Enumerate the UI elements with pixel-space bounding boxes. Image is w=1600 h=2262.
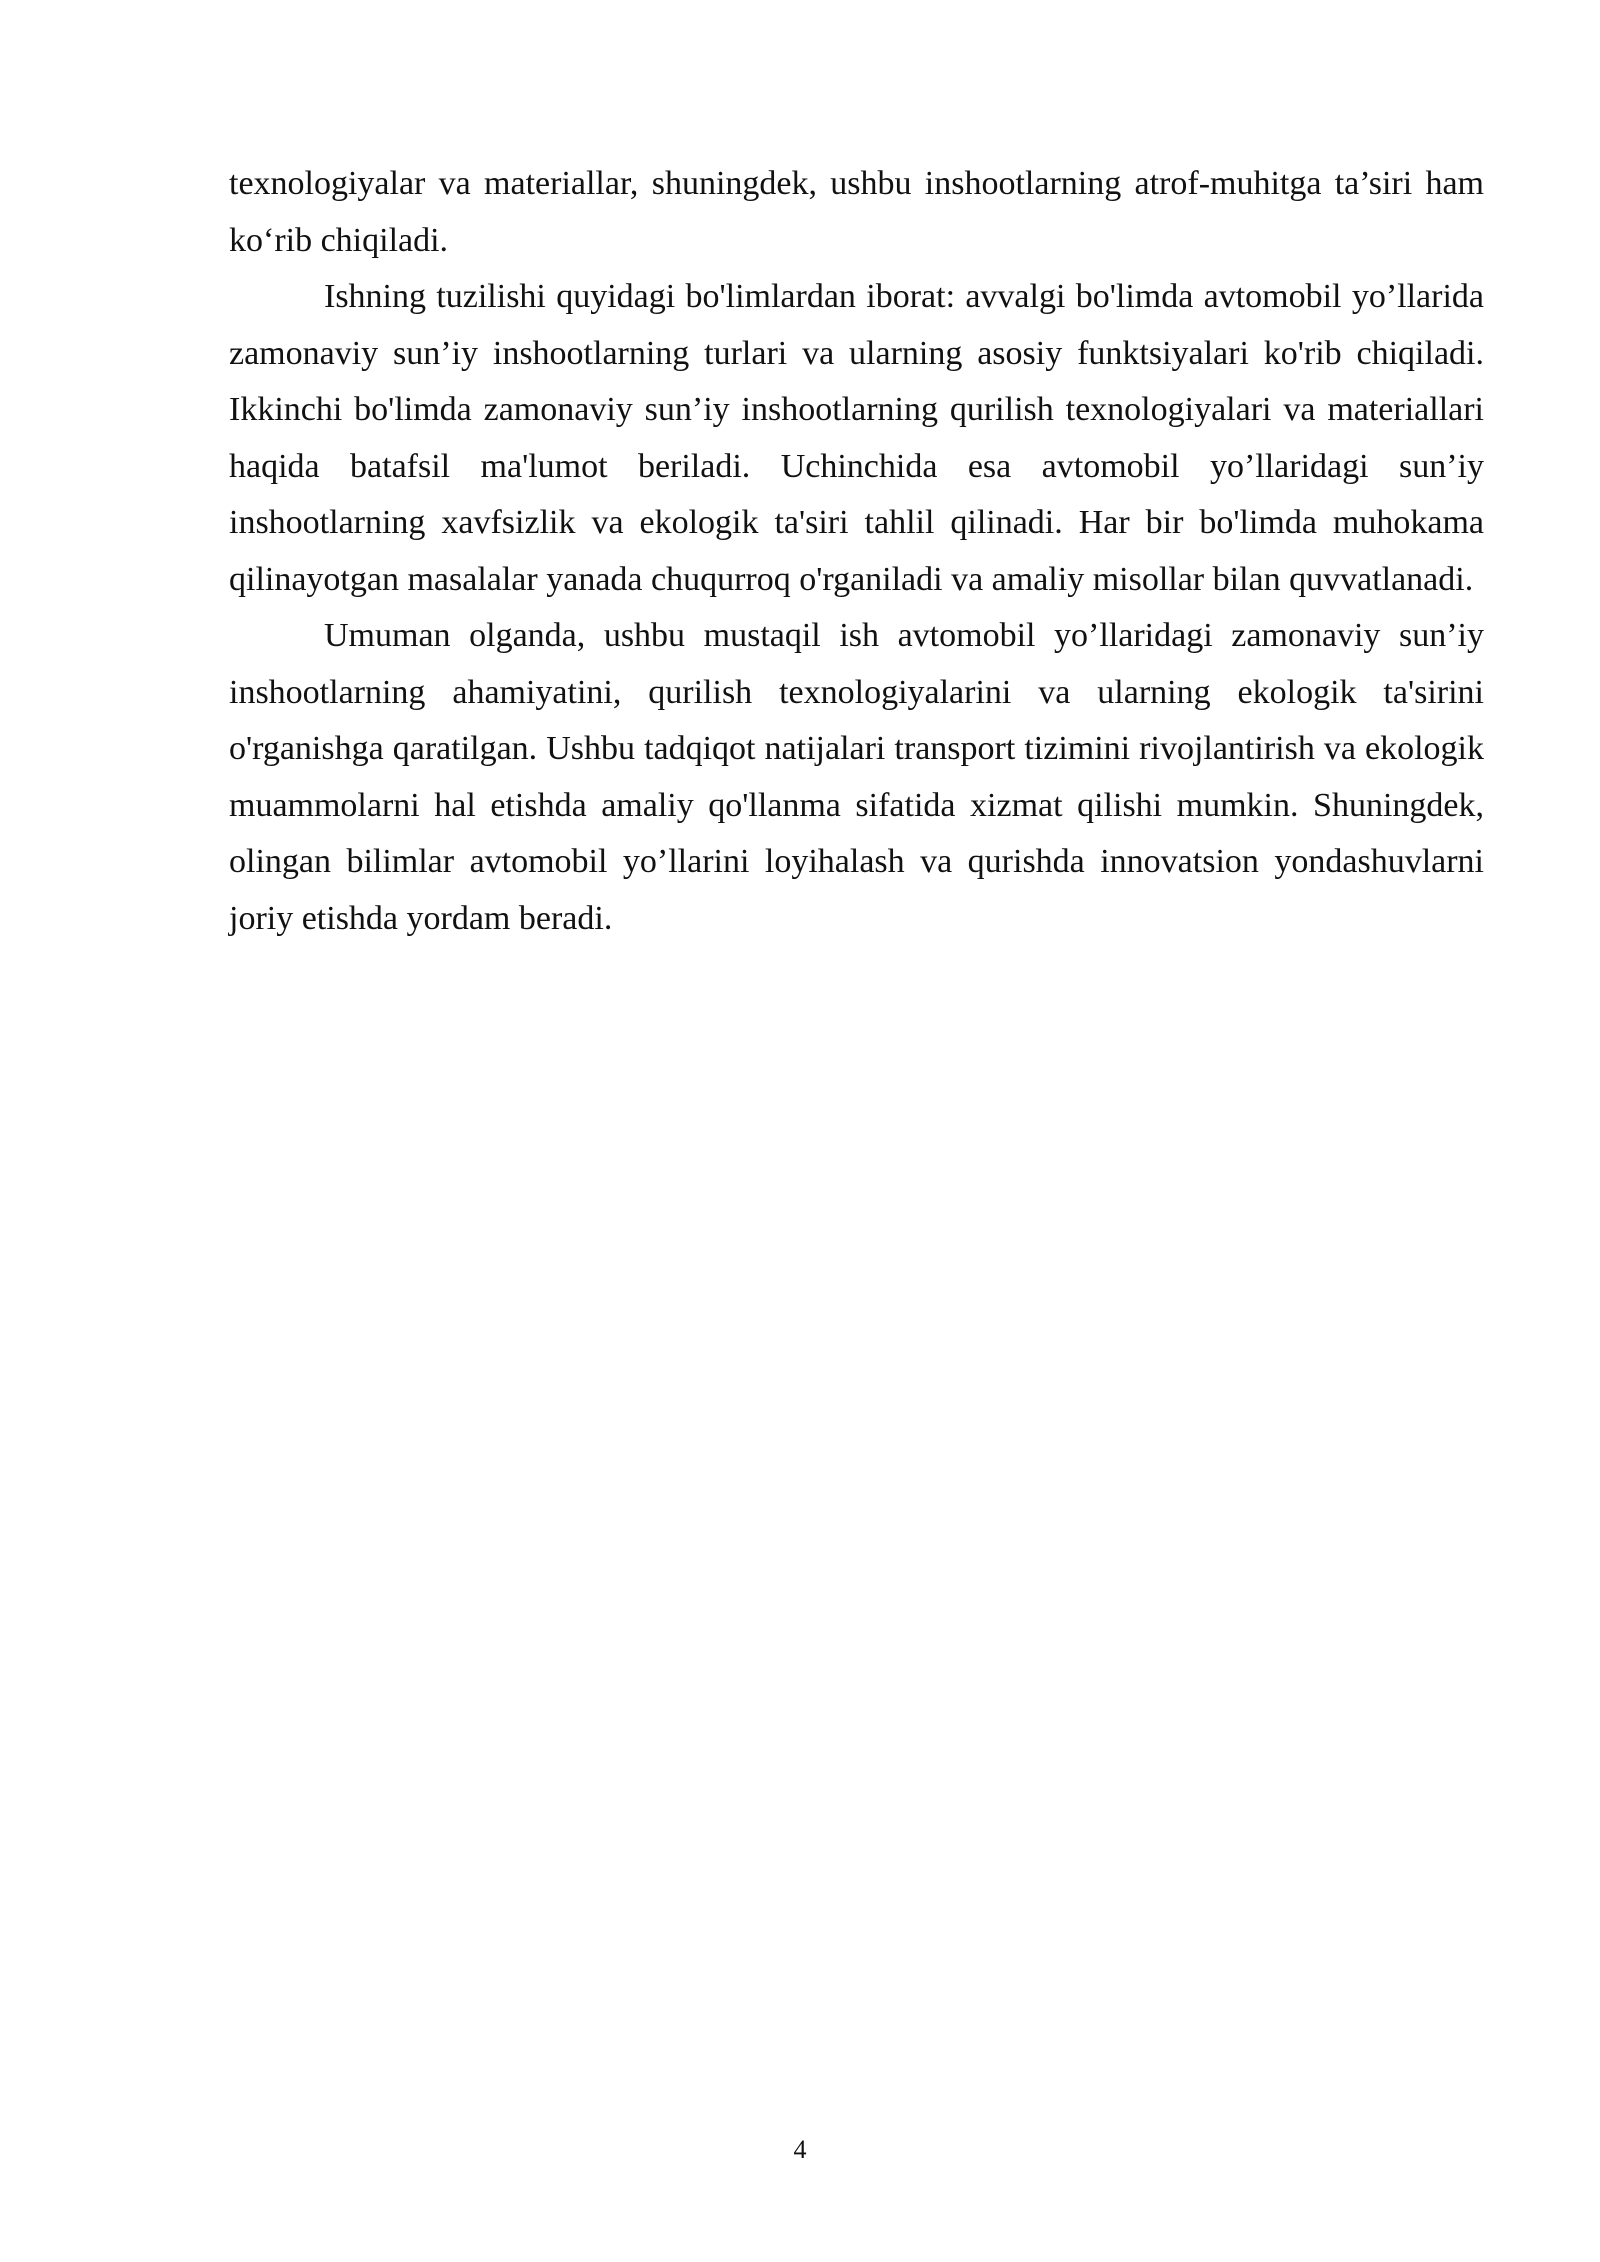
body-text: [229, 156, 1484, 947]
page-number: 4: [793, 2135, 807, 2164]
paragraph-structure: Ishning tuzilishi quyidagi bo'limlardan iborat: avvalgi bo'limda avtomobil yo’llarida zamonaviy sun’iy inshootlarning turlari va ularning asosiy funktsiyalari ko'rib chiqiladi. Ikkinchi bo'limda zamonaviy sun’iy inshootlarning qurilish texnologiyalari va materiallari haqida batafsil ma'lumot beriladi. Uchinchida esa avtomobil yo’llaridagi sun’iy inshootlarning xavfsizlik va ekologik ta'siri tahlil qilinadi. Har bir bo'limda muhokama qilinayotgan masalalar yanada chuqurroq o'rganiladi va amaliy misollar bilan quvvatlanadi.: [229, 278, 1484, 598]
paragraph-continuation: texnologiyalar va materiallar, shuningdek, ushbu inshootlarning atrof-muhitga ta’siri ham ko‘rib chiqiladi.: [229, 165, 1484, 259]
paragraph-conclusion: Umuman olganda, ushbu mustaqil ish avtomobil yo’llaridagi zamonaviy sun’iy inshootlarning ahamiyatini, qurilish texnologiyalarini va ularning ekologik ta'sirini o'rganishga qaratilgan. Ushbu tadqiqot natijalari transport tizimini rivojlantirish va ekologik muammolarni hal etishda amaliy qo'llanma sifatida xizmat qilishi mumkin. Shuningdek, olingan bilimlar avtomobil yo’llarini loyihalash va qurishda innovatsion yondashuvlarni joriy etishda yordam beradi.: [229, 617, 1484, 937]
